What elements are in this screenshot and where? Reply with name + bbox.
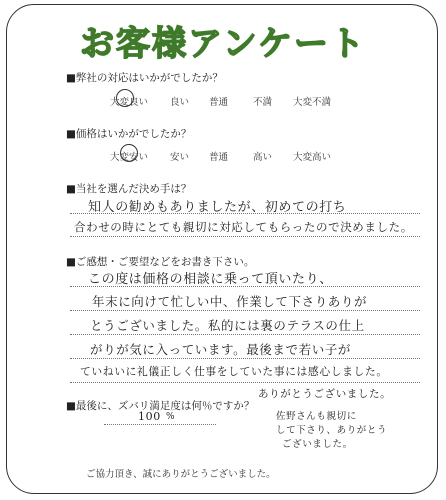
answer-line: [70, 382, 420, 383]
side-note-line-3: ございました。: [282, 439, 353, 450]
question-price-label: ■価格はいかがでしたか？: [66, 128, 192, 140]
question-service-label: ■弊社の対応はいかがでしたか？: [66, 72, 223, 84]
service-selected-mark: [116, 89, 134, 107]
satisfaction-line: [104, 424, 216, 425]
comment-line-1: この度は価格の相談に乗って頂いたり、: [88, 272, 333, 287]
comment-line-6: ありがとうございました。: [258, 388, 392, 400]
question-service: [66, 70, 223, 85]
service-option-good[interactable]: 良い: [170, 97, 190, 108]
answer-line: [70, 310, 420, 311]
price-option-expensive[interactable]: 高い: [253, 152, 273, 163]
question-comments-label: ■ご感想・ご要望などをお書き下さい。: [66, 256, 255, 268]
reason-answer-line-1: 知人の勧めもありましたが、初めての打ち: [88, 200, 347, 215]
page-title: お客様アンケート: [80, 24, 366, 64]
comment-line-2: 年末に向けて忙しい中、作業して下さりありが: [92, 294, 368, 309]
footer-thanks: ご協力頂き、誠にありがとうございました。: [86, 469, 276, 480]
answer-line: [70, 358, 420, 359]
side-note-line-2: して下さり、ありがとう: [276, 425, 388, 436]
question-satisfaction-label: ■最後に、ズバリ満足度は何％ですか？: [66, 400, 255, 412]
satisfaction-unit: %: [166, 412, 176, 422]
comment-line-3: とうございました。私的には裏のテラスの仕上: [90, 318, 365, 333]
side-note-line-1: 佐野さんも親切に: [276, 411, 357, 422]
price-option-very-cheap[interactable]: 大変安い: [110, 152, 149, 163]
service-option-dissatisfied[interactable]: 不満: [253, 97, 273, 108]
question-comments: [66, 254, 254, 269]
satisfaction-value: 100: [138, 410, 161, 423]
comment-line-4: がりが気に入っています。最後まで若い子が: [90, 342, 352, 357]
service-option-very-good[interactable]: 大変良い: [110, 97, 149, 108]
price-option-cheap[interactable]: 安い: [170, 152, 190, 163]
answer-line: [70, 236, 420, 237]
service-option-normal[interactable]: 普通: [209, 97, 229, 108]
service-option-very-dissatisfied[interactable]: 大変不満: [293, 97, 332, 108]
answer-line: [70, 334, 420, 335]
question-reason-label: ■当社を選んだ決め手は？: [66, 183, 192, 195]
question-reason: [66, 181, 191, 196]
price-option-very-expensive[interactable]: 大変高い: [293, 152, 332, 163]
price-option-normal[interactable]: 普通: [209, 152, 229, 163]
reason-answer-line-2: 合わせの時にとても親切に対応してもらったので決めました。: [74, 220, 413, 234]
price-selected-mark: [120, 144, 138, 162]
comment-line-5: ていねいに礼儀正しく仕事をしていた事には感心しました。: [80, 365, 388, 378]
question-price: [66, 126, 191, 141]
